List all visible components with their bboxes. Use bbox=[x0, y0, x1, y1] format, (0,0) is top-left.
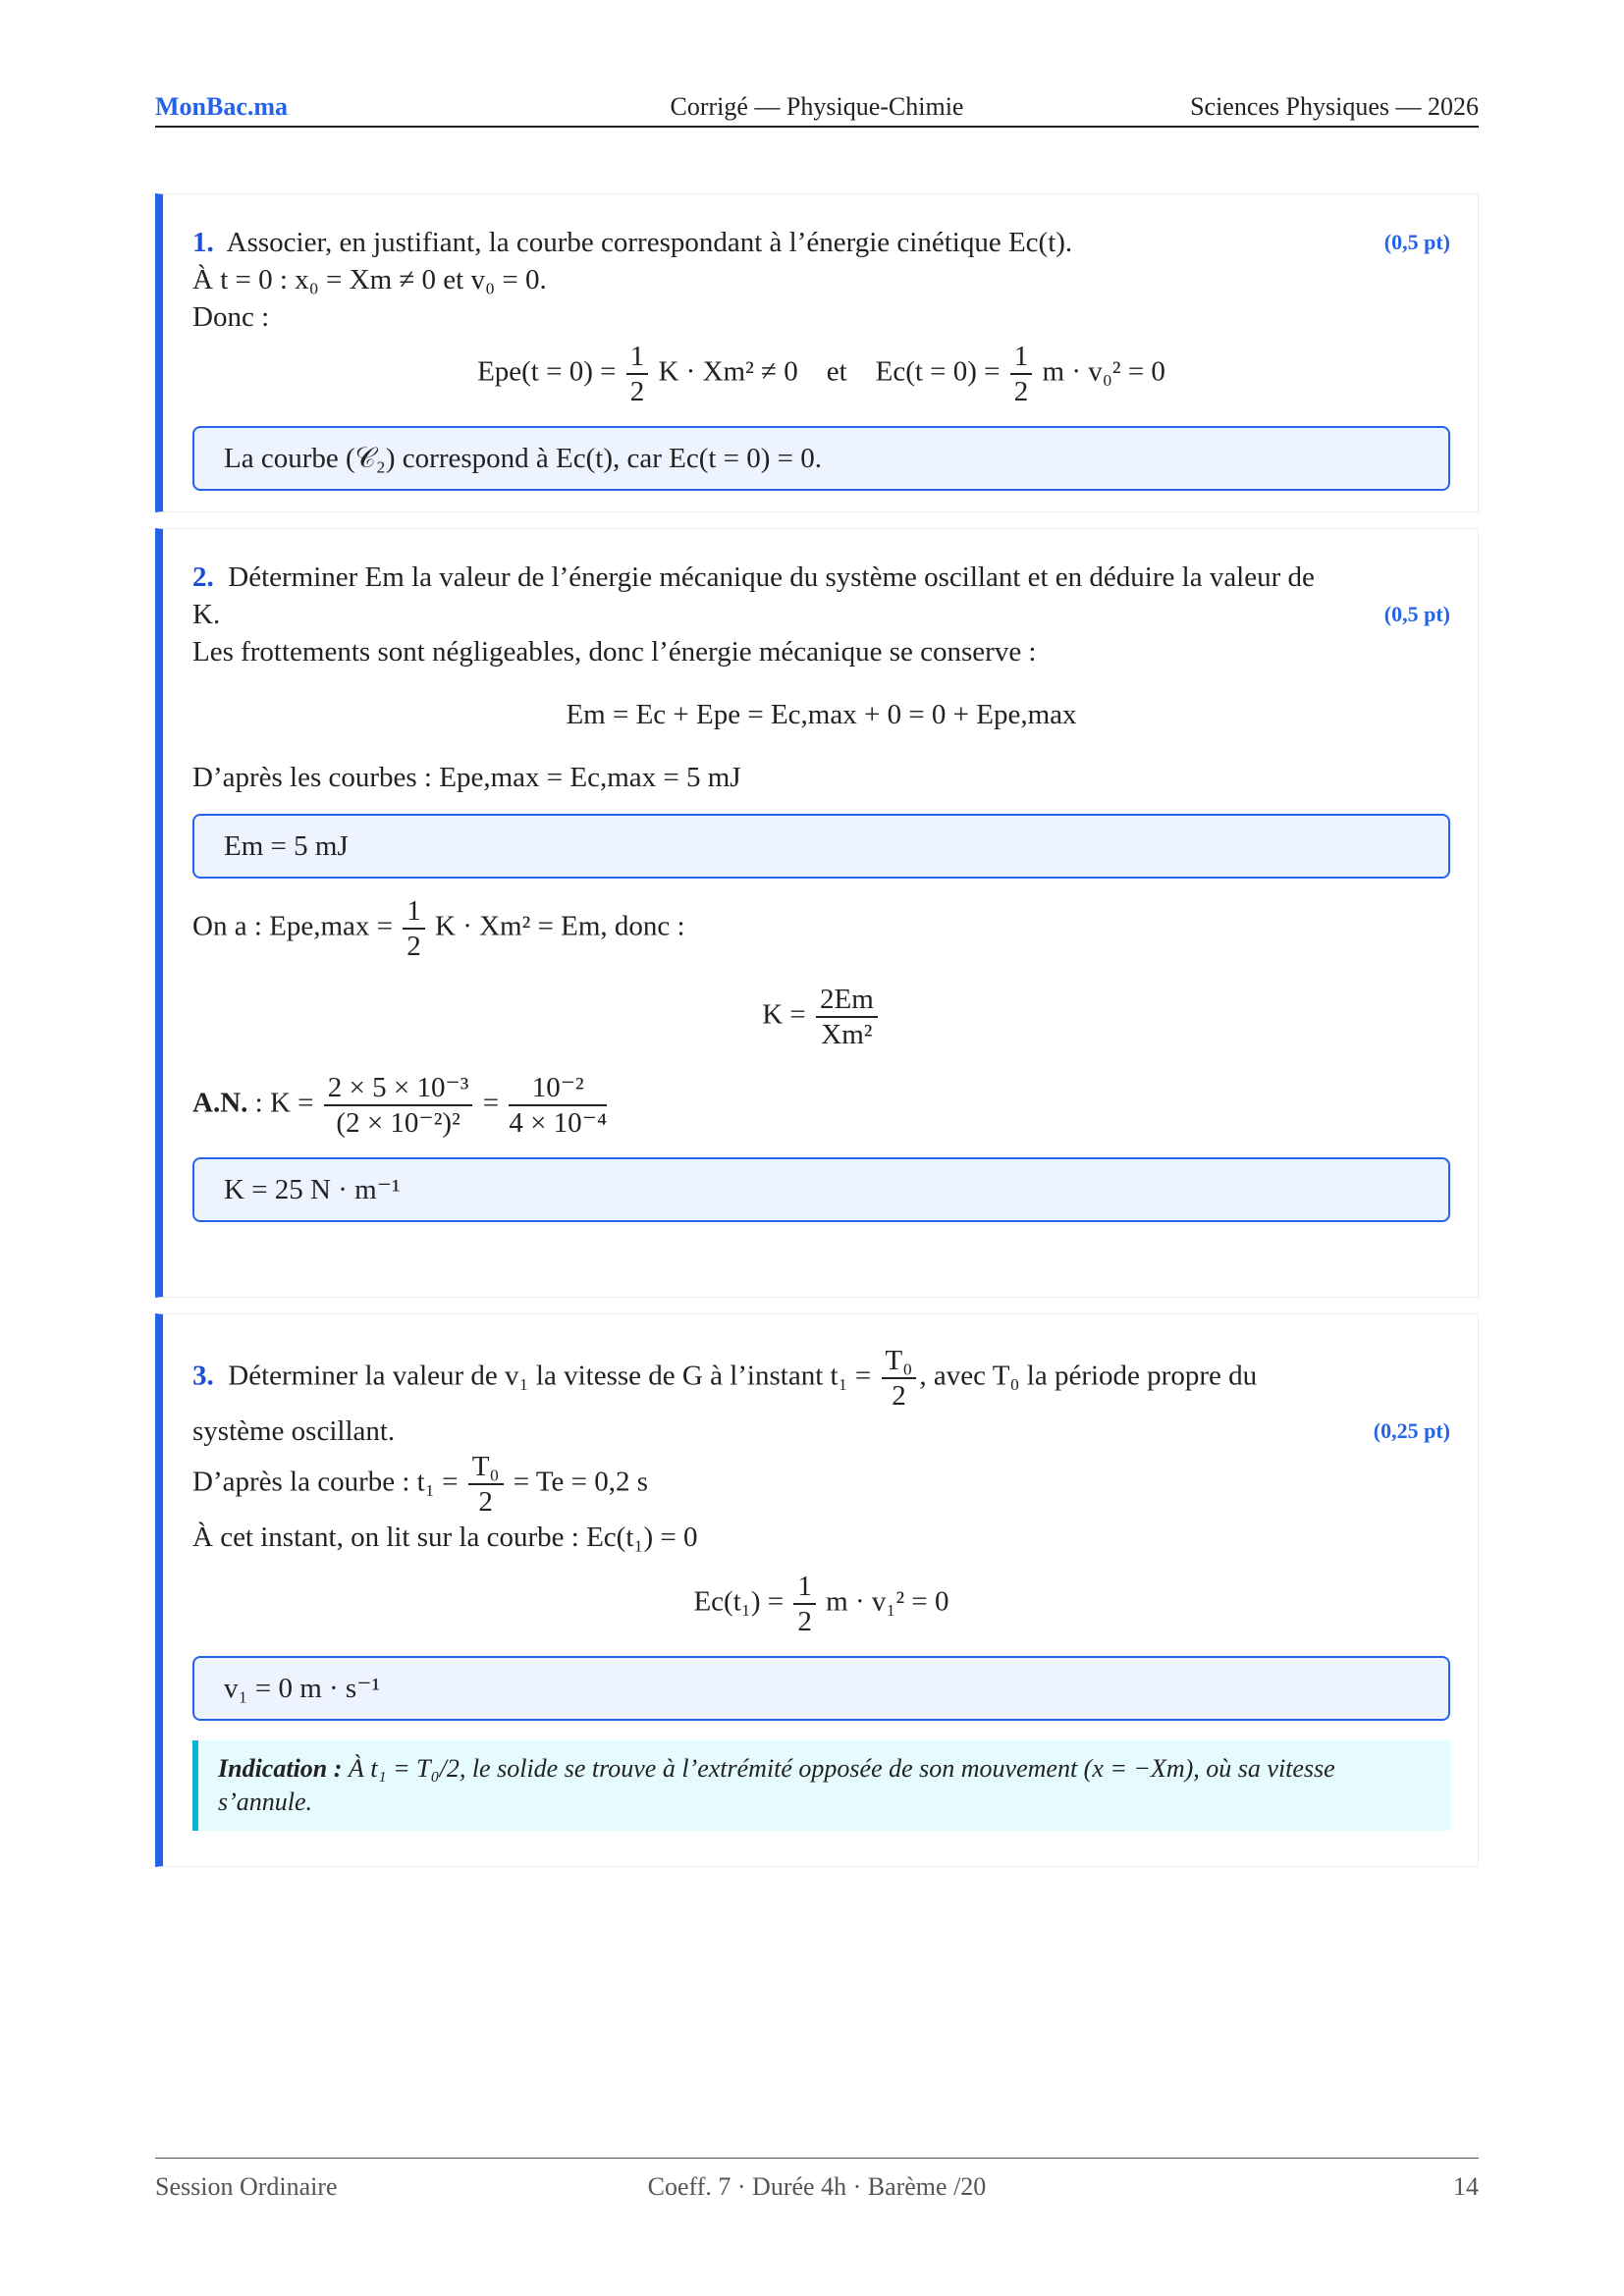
numeric-application bbox=[192, 1071, 1450, 1140]
question-heading bbox=[192, 224, 1450, 261]
question-card-2 bbox=[155, 528, 1479, 1298]
question-number: 1. bbox=[192, 227, 214, 258]
fraction-denominator: 2 bbox=[797, 1606, 812, 1637]
fraction bbox=[626, 340, 649, 408]
points-badge: (0,25 pt) bbox=[1373, 1418, 1450, 1443]
equation-part: Ec(t₁) = bbox=[693, 1585, 785, 1618]
fraction bbox=[1010, 340, 1033, 408]
fraction-numerator: 2Em bbox=[816, 983, 878, 1018]
fraction-numerator: T₀ bbox=[468, 1450, 504, 1485]
fraction-denominator: 4 × 10⁻⁴ bbox=[509, 1107, 608, 1139]
footer-session: Session Ordinaire bbox=[155, 2172, 338, 2201]
equation-part: Epe(t = 0) = bbox=[477, 355, 617, 388]
fraction bbox=[403, 894, 425, 963]
document-title: Corrigé — Physique-Chimie bbox=[670, 92, 964, 121]
question-card-1 bbox=[155, 193, 1479, 512]
equation-part: K = bbox=[762, 998, 806, 1031]
document-subject: Sciences Physiques — 2026 bbox=[1190, 92, 1479, 121]
text-part: D’après la courbe : t₁ = bbox=[192, 1466, 459, 1498]
equation-part: = bbox=[482, 1087, 500, 1119]
answer-box: v₁ = 0 m · s⁻¹ bbox=[192, 1656, 1450, 1721]
fraction-numerator: 1 bbox=[793, 1570, 816, 1605]
hint-box bbox=[192, 1740, 1450, 1831]
text-line bbox=[192, 894, 1450, 963]
fraction-denominator: 2 bbox=[629, 376, 645, 407]
answer-box: La courbe (𝒞₂) correspond à Ec(t), car Ec(t = 0) = 0. bbox=[192, 426, 1450, 491]
fraction bbox=[509, 1071, 607, 1140]
page-header bbox=[155, 86, 1479, 128]
text-line: D’après les courbes : Epe,max = Ec,max = 5 mJ bbox=[192, 762, 741, 793]
equation-part: m · v₁² = 0 bbox=[826, 1585, 949, 1618]
points-badge: (0,5 pt) bbox=[1383, 602, 1450, 626]
question-number: 2. bbox=[192, 561, 214, 593]
question-text: Associer, en justifiant, la courbe correspondant à l’énergie cinétique Ec(t). bbox=[226, 227, 1073, 258]
question-heading bbox=[192, 1344, 1450, 1450]
fraction bbox=[882, 1344, 917, 1413]
question-text: , avec T₀ la période propre du système oscillant. bbox=[192, 1360, 1258, 1447]
equation-part: m · v₀² = 0 bbox=[1042, 355, 1165, 388]
text-line: À cet instant, on lit sur la courbe : Ec(t₁) = 0 bbox=[192, 1522, 698, 1553]
question-number: 3. bbox=[192, 1360, 214, 1392]
fraction-denominator: Xm² bbox=[821, 1019, 873, 1050]
hint-label: Indication : bbox=[218, 1754, 343, 1783]
hint-text: À t₁ = T₀/2, le solide se trouve à l’extrémité opposée de son mouvement (x = −Xm), où sa vitesse s’annule. bbox=[218, 1754, 1335, 1816]
page-footer bbox=[155, 2158, 1479, 2208]
text-part: = Te = 0,2 s bbox=[513, 1466, 649, 1498]
fraction-denominator: 2 bbox=[478, 1486, 493, 1518]
brand-name[interactable]: MonBac.ma bbox=[155, 92, 289, 121]
fraction-denominator: 2 bbox=[1013, 376, 1029, 407]
fraction-denominator: 2 bbox=[892, 1380, 906, 1412]
fraction bbox=[816, 983, 878, 1051]
an-label: A.N. bbox=[192, 1087, 248, 1119]
equation: Em = Ec + Epe = Ec,max + 0 = 0 + Epe,max bbox=[566, 699, 1077, 730]
fraction bbox=[468, 1450, 504, 1519]
page-number: 14 bbox=[1453, 2172, 1479, 2201]
text-part: On a : Epe,max = bbox=[192, 910, 393, 942]
fraction-numerator: 1 bbox=[403, 894, 425, 930]
answer-box: Em = 5 mJ bbox=[192, 814, 1450, 879]
text-part: K · Xm² = Em, donc : bbox=[435, 910, 685, 942]
fraction-numerator: T₀ bbox=[882, 1344, 917, 1379]
equation-part: : K = bbox=[254, 1087, 314, 1119]
answer-box: K = 25 N · m⁻¹ bbox=[192, 1157, 1450, 1222]
fraction-numerator: 2 × 5 × 10⁻³ bbox=[324, 1071, 473, 1106]
question-card-3 bbox=[155, 1313, 1479, 1867]
text-line: Donc : bbox=[192, 301, 270, 333]
text-line bbox=[192, 1450, 1450, 1519]
question-text: Déterminer la valeur de v₁ la vitesse de G à l’instant t₁ = bbox=[228, 1360, 872, 1392]
fraction-numerator: 10⁻² bbox=[509, 1071, 607, 1106]
question-text: Déterminer Em la valeur de l’énergie mécanique du système oscillant et en déduire la valeur de K. bbox=[192, 561, 1315, 630]
equation bbox=[192, 983, 1450, 1051]
fraction bbox=[324, 1071, 473, 1140]
equation bbox=[192, 340, 1450, 408]
text-line: Les frottements sont négligeables, donc l’énergie mécanique se conserve : bbox=[192, 636, 1037, 667]
points-badge: (0,5 pt) bbox=[1383, 230, 1450, 254]
equation bbox=[192, 1570, 1450, 1638]
fraction bbox=[793, 1570, 816, 1638]
fraction-denominator: 2 bbox=[406, 931, 421, 962]
fraction-numerator: 1 bbox=[1010, 340, 1033, 375]
footer-info: Coeff. 7 · Durée 4h · Barème /20 bbox=[647, 2172, 987, 2201]
question-heading bbox=[192, 559, 1450, 633]
fraction-numerator: 1 bbox=[626, 340, 649, 375]
fraction-denominator: (2 × 10⁻²)² bbox=[336, 1107, 460, 1139]
text-line: À t = 0 : x₀ = Xm ≠ 0 et v₀ = 0. bbox=[192, 264, 547, 295]
equation-part: K · Xm² ≠ 0 et Ec(t = 0) = bbox=[658, 355, 1001, 388]
